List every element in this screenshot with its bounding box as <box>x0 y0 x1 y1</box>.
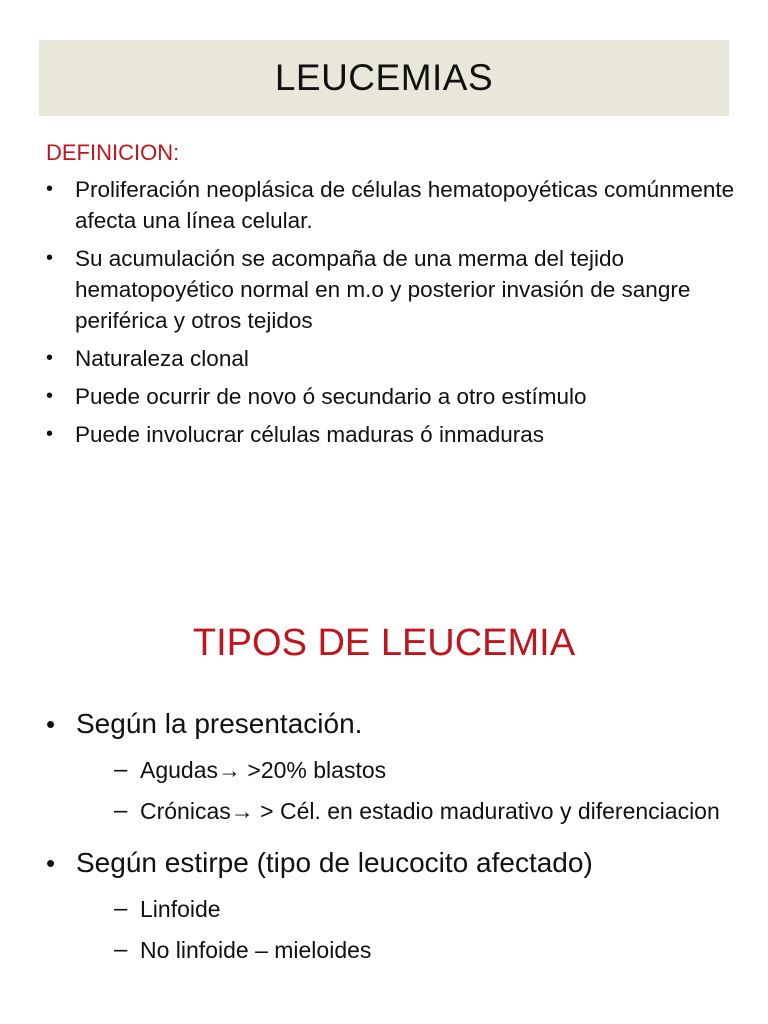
definition-bullet-list <box>46 174 736 457</box>
dash-icon: – <box>114 756 128 783</box>
dash-icon: – <box>114 936 128 963</box>
definition-label: DEFINICION: <box>46 140 180 165</box>
types-sublist <box>76 752 746 829</box>
definition-bullet-text: Proliferación neoplásica de células hematopoyéticas comúnmente afecta una línea celular. <box>75 177 735 233</box>
slide-1-title-bar <box>39 40 729 116</box>
bullet-icon: • <box>46 178 54 200</box>
types-group-label: Según estirpe (tipo de leucocito afectado) <box>76 847 593 878</box>
definition-bullet <box>46 343 736 374</box>
types-subitem <box>76 752 746 788</box>
dash-icon: – <box>114 895 128 922</box>
definition-bullet <box>46 381 736 412</box>
bullet-icon: • <box>46 709 56 739</box>
bullet-icon: • <box>46 247 54 269</box>
bullet-icon: • <box>46 385 54 407</box>
types-list <box>46 704 746 973</box>
dash-icon: – <box>114 797 128 824</box>
definition-bullet-text: Puede ocurrir de novo ó secundario a otro estímulo <box>75 384 587 409</box>
bullet-icon: • <box>46 423 54 445</box>
bullet-icon: • <box>46 347 54 369</box>
types-sublist <box>76 891 746 968</box>
bullet-icon: • <box>46 848 56 878</box>
types-group-label: Según la presentación. <box>76 708 363 739</box>
definition-bullet <box>46 243 736 336</box>
types-subitem-text: Agudas→ >20% blastos <box>140 757 387 783</box>
definition-bullet <box>46 419 736 450</box>
definition-bullet-text: Su acumulación se acompaña de una merma del tejido hematopoyético normal en m.o y posterior invasión de sangre periférica y otros tejidos <box>75 246 691 333</box>
types-group <box>46 843 746 968</box>
types-group <box>46 704 746 829</box>
types-subitem-text: No linfoide – mieloides <box>140 937 372 963</box>
definition-bullet-text: Naturaleza clonal <box>75 346 249 371</box>
definition-bullet <box>46 174 736 236</box>
types-subitem <box>76 932 746 968</box>
types-subitem <box>76 891 746 927</box>
slide-1-title: LEUCEMIAS <box>274 57 494 98</box>
types-subitem-text: Linfoide <box>140 896 221 922</box>
types-subitem <box>76 793 746 829</box>
slide-2-title: TIPOS DE LEUCEMIA <box>192 622 576 664</box>
definition-bullet-text: Puede involucrar células maduras ó inmaduras <box>75 422 544 447</box>
types-subitem-text: Crónicas→ > Cél. en estadio madurativo y diferenciacion <box>140 798 720 824</box>
